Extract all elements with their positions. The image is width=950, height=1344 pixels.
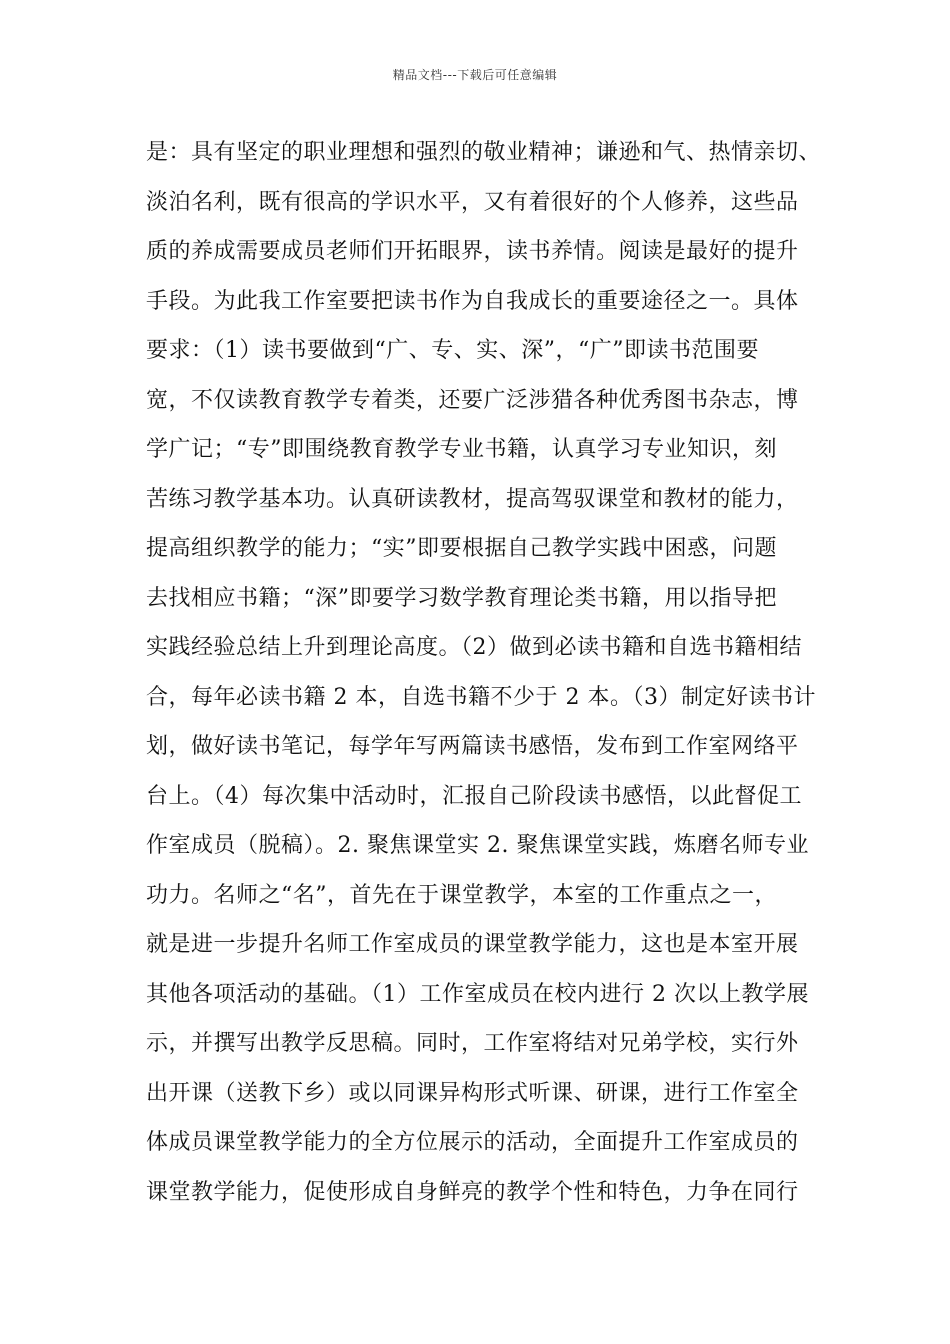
body-line: 淡泊名利，既有很高的学识水平，又有着很好的个人修养，这些品: [146, 189, 799, 215]
body-line: 作室成员（脱稿）。2. 聚焦课堂实 2. 聚焦课堂实践，炼磨名师专业: [146, 833, 809, 858]
body-line: 出开课（送教下乡）或以同课异构形式听课、研课，进行工作室全: [146, 1080, 799, 1106]
body-line: 提高组织教学的能力；“实”即要根据自己教学实践中困惑，问题: [146, 536, 777, 561]
body-line: 手段。为此我工作室要把读书作为自我成长的重要途径之一。具体: [146, 288, 799, 314]
body-line: 示，并撰写出教学反思稿。同时，工作室将结对兄弟学校，实行外: [146, 1031, 799, 1056]
body-text: [146, 128, 846, 1217]
body-line: 其他各项活动的基础。（1）工作室成员在校内进行 2 次以上教学展: [146, 981, 809, 1007]
body-line: 就是进一步提升名师工作室成员的课堂教学能力，这也是本室开展: [146, 932, 799, 957]
body-line: 台上。（4）每次集中活动时，汇报自己阶段读书感悟，以此督促工: [146, 783, 802, 809]
body-line: 学广记；“专”即围绕教育教学专业书籍，认真学习专业知识，刻: [146, 437, 777, 462]
body-line: 课堂教学能力，促使形成自身鲜亮的教学个性和特色，力争在同行: [146, 1179, 799, 1205]
body-line: 是：具有坚定的职业理想和强烈的敬业精神；谦逊和气、热情亲切、: [146, 140, 822, 165]
body-line: 苦练习教学基本功。认真研读教材，提高驾驭课堂和教材的能力，: [146, 486, 799, 512]
body-line: 实践经验总结上升到理论高度。（2）做到必读书籍和自选书籍相结: [146, 635, 802, 660]
body-line: 体成员课堂教学能力的全方位展示的活动，全面提升工作室成员的: [146, 1130, 799, 1155]
body-line: 功力。名师之“名”，首先在于课堂教学，本室的工作重点之一，: [146, 882, 777, 908]
page-header: 精品文档---下载后可任意编辑: [392, 68, 558, 82]
body-line: 宽，不仅读教育教学专着类，还要广泛涉猎各种优秀图书杂志，博: [146, 387, 799, 413]
body-line: 划，做好读书笔记，每学年写两篇读书感悟，发布到工作室网络平: [146, 734, 799, 759]
body-line: 去找相应书籍；“深”即要学习数学教育理论类书籍，用以指导把: [146, 585, 777, 611]
body-line: 要求：（1）读书要做到“广、专、实、深”，“广”即读书范围要: [146, 338, 759, 363]
body-line: 合，每年必读书籍 2 本，自选书籍不少于 2 本。（3）制定好读书计: [146, 684, 816, 710]
body-line: 质的养成需要成员老师们开拓眼界，读书养情。阅读是最好的提升: [146, 239, 799, 264]
